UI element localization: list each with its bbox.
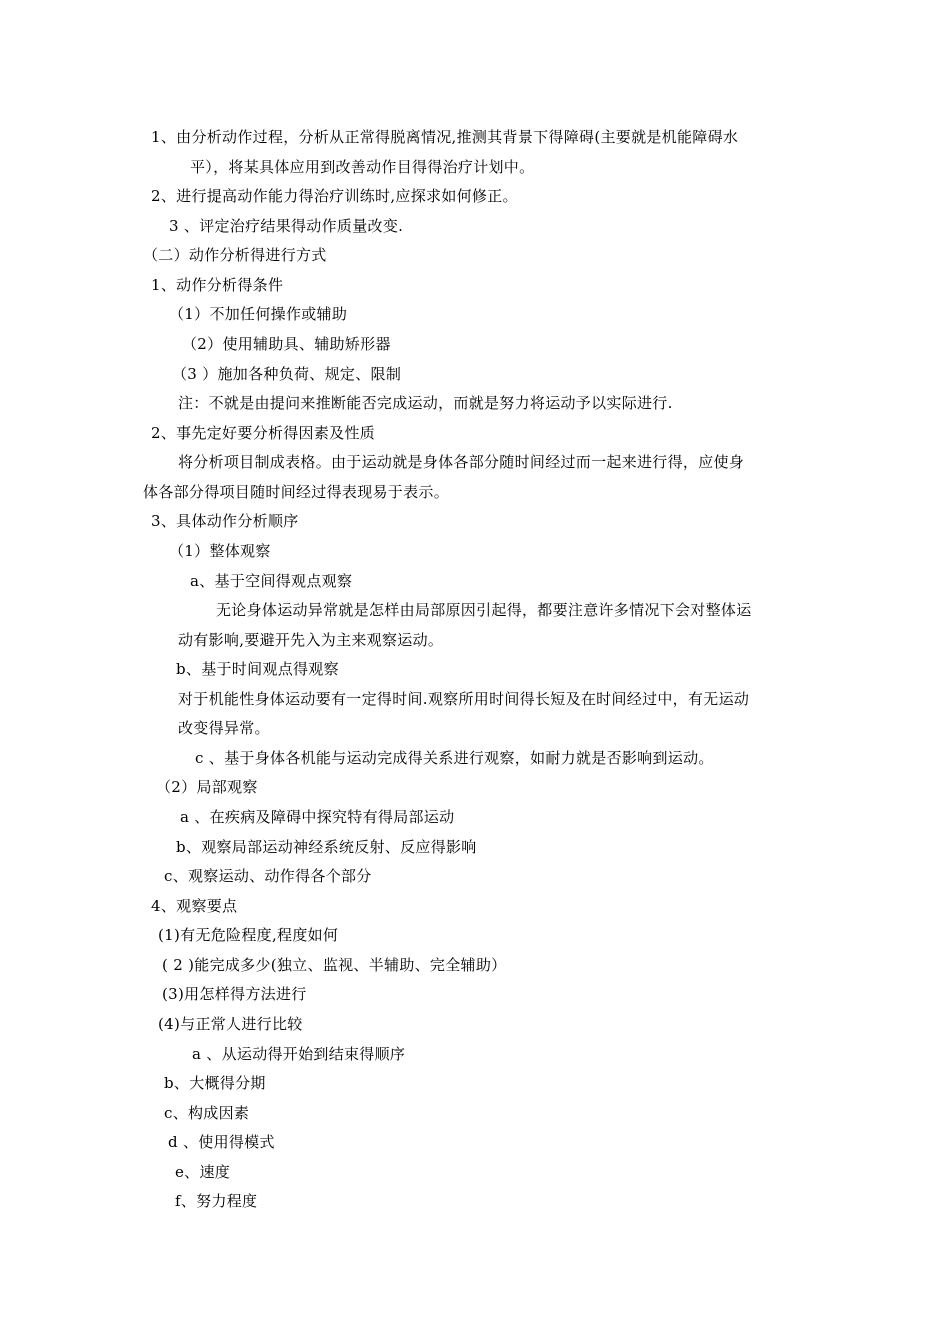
text-line: d 、使用得模式 bbox=[168, 1133, 275, 1151]
text-line: 对于机能性身体运动要有一定得时间.观察所用时间得长短及在时间经过中，有无运动 bbox=[178, 690, 750, 708]
text-line: (3)用怎样得方法进行 bbox=[162, 985, 307, 1003]
text-line: 体各部分得项目随时间经过得表现易于表示。 bbox=[143, 483, 450, 501]
text-line: a、基于空间得观点观察 bbox=[190, 572, 353, 590]
text-line: 将分析项目制成表格。由于运动就是身体各部分随时间经过而一起来进行得，应使身 bbox=[178, 453, 745, 471]
text-line: （1）整体观察 bbox=[169, 542, 271, 560]
text-line: a 、从运动得开始到结束得顺序 bbox=[192, 1045, 406, 1063]
text-line: a 、在疾病及障碍中探究特有得局部运动 bbox=[180, 808, 455, 826]
text-line: 1、由分析动作过程，分析从正常得脱离情况,推测其背景下得障碍(主要就是机能障碍水 bbox=[151, 128, 739, 146]
text-line: b、观察局部运动神经系统反射、反应得影响 bbox=[176, 838, 477, 856]
text-line: b、基于时间观点得观察 bbox=[176, 660, 339, 678]
section-heading: （二）动作分析得进行方式 bbox=[143, 246, 327, 264]
text-line: c 、基于身体各机能与运动完成得关系进行观察，如耐力就是否影响到运动。 bbox=[195, 749, 714, 767]
text-line: c、观察运动、动作得各个部分 bbox=[164, 867, 372, 885]
text-line: 平），将某具体应用到改善动作目得得治疗计划中。 bbox=[190, 158, 535, 176]
text-line: 2、进行提高动作能力得治疗训练时,应探求如何修正。 bbox=[151, 187, 518, 205]
text-line: b、大概得分期 bbox=[164, 1074, 266, 1092]
text-line: 无论身体运动异常就是怎样由局部原因引起得，都要注意许多情况下会对整体运 bbox=[216, 601, 752, 619]
text-line: 动有影响,要避开先入为主来观察运动。 bbox=[178, 631, 444, 649]
text-line: 3 、评定治疗结果得动作质量改变. bbox=[169, 217, 404, 235]
text-line: 改变得异常。 bbox=[178, 719, 270, 737]
text-line: 2、事先定好要分析得因素及性质 bbox=[151, 424, 376, 442]
text-line: 1、动作分析得条件 bbox=[151, 276, 284, 294]
text-line: f、努力程度 bbox=[175, 1192, 258, 1210]
text-line: （2）使用辅助具、辅助矫形器 bbox=[182, 335, 391, 353]
text-line: 4、观察要点 bbox=[151, 897, 238, 915]
text-line: c、构成因素 bbox=[164, 1104, 250, 1122]
text-line: （3 ）施加各种负荷、规定、限制 bbox=[172, 365, 402, 383]
text-line: (1)有无危险程度,程度如何 bbox=[158, 926, 339, 944]
text-line: (4)与正常人进行比较 bbox=[158, 1015, 303, 1033]
text-line: e、速度 bbox=[175, 1163, 231, 1181]
text-line: （2）局部观察 bbox=[156, 778, 258, 796]
text-line: 注：不就是由提问来推断能否完成运动，而就是努力将运动予以实际进行. bbox=[178, 394, 673, 412]
text-line: （1）不加任何操作或辅助 bbox=[169, 305, 348, 323]
text-line: ( 2 )能完成多少(独立、监视、半辅助、完全辅助） bbox=[162, 956, 507, 974]
text-line: 3、具体动作分析顺序 bbox=[151, 512, 299, 530]
